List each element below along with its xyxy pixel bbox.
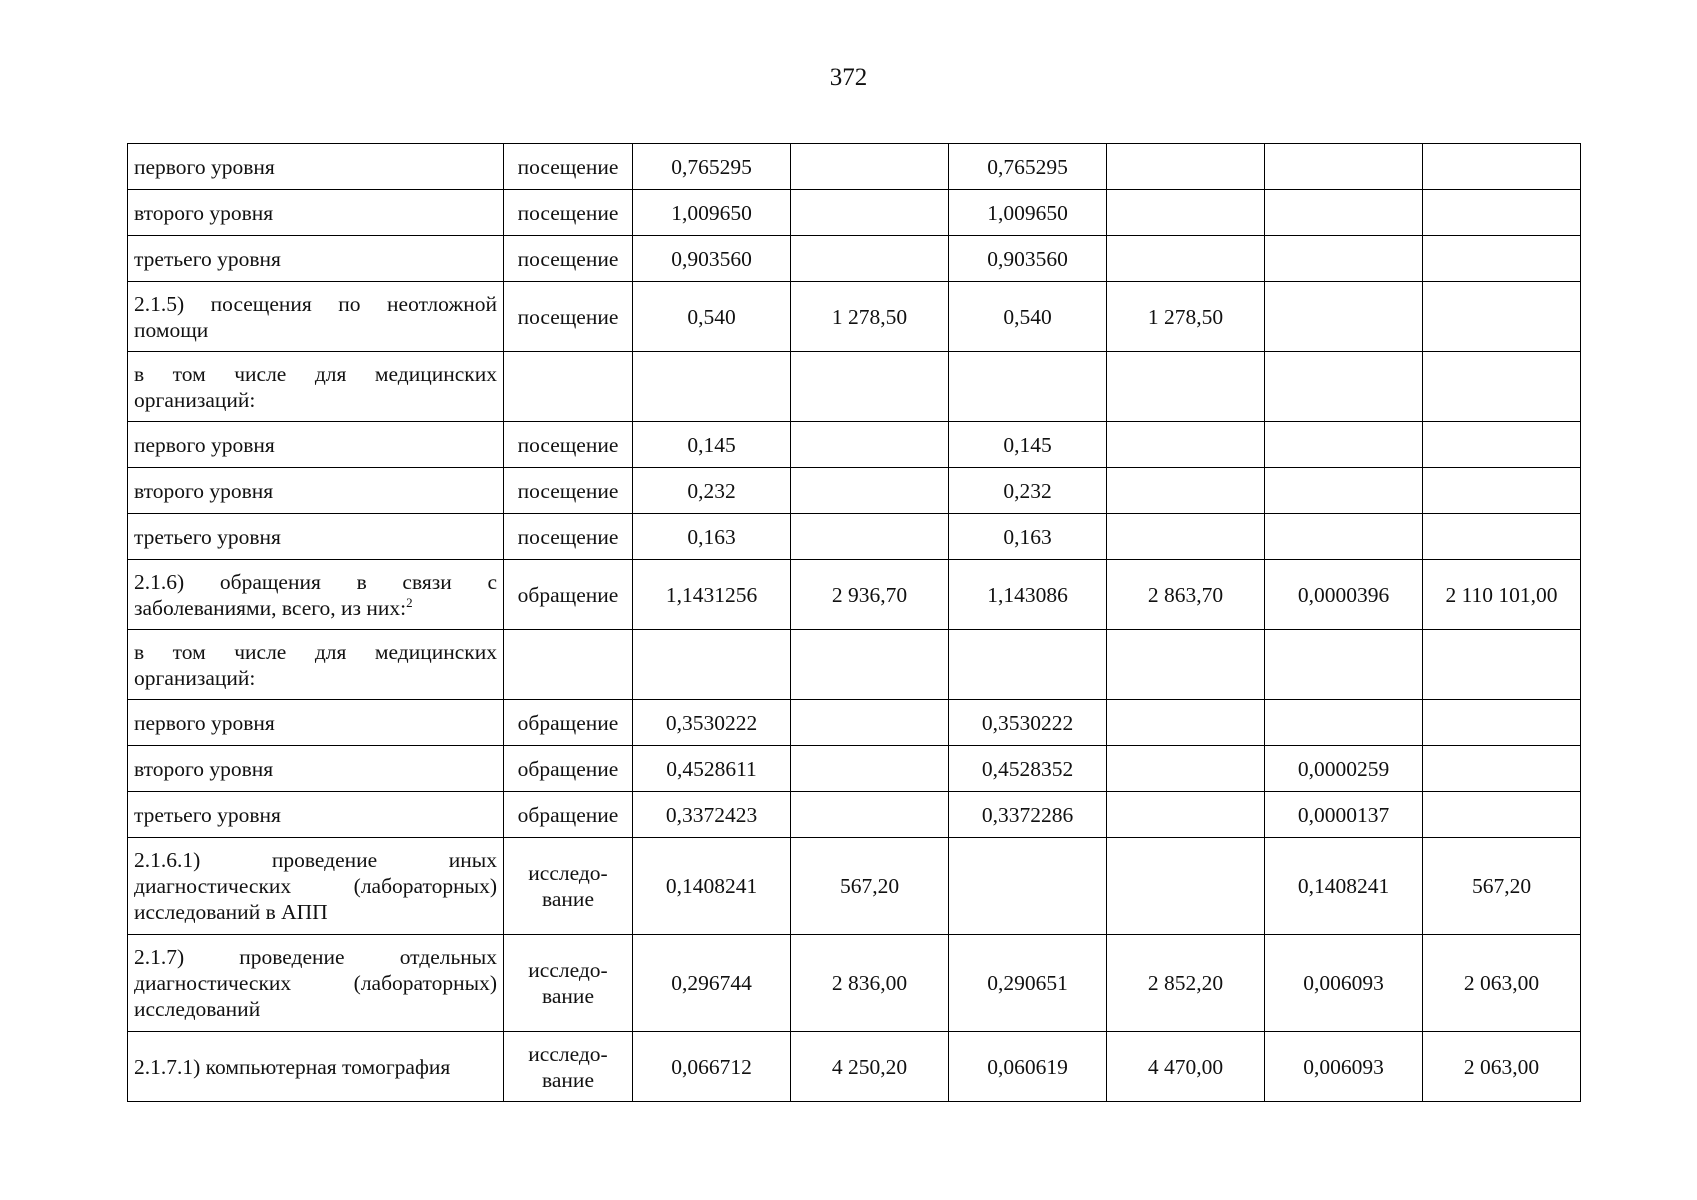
table-row xyxy=(128,935,1581,1032)
value-cell: 2 063,00 xyxy=(1423,935,1581,1032)
value-cell: 1,143086 xyxy=(949,560,1107,630)
table-row xyxy=(128,282,1581,352)
row-unit xyxy=(504,352,633,422)
value-cell xyxy=(1107,236,1265,282)
row-unit: обращение xyxy=(504,792,633,838)
table-row xyxy=(128,560,1581,630)
row-label: в том числе для медицинских организаций: xyxy=(128,630,504,700)
value-cell xyxy=(1107,468,1265,514)
row-unit: посещение xyxy=(504,190,633,236)
row-unit: посещение xyxy=(504,144,633,190)
row-unit: исследо-вание xyxy=(504,935,633,1032)
table-row xyxy=(128,190,1581,236)
row-label: 2.1.7) проведение отдельных диагностических (лабораторных) исследований xyxy=(128,935,504,1032)
row-label: в том числе для медицинских организаций: xyxy=(128,352,504,422)
value-cell: 2 936,70 xyxy=(791,560,949,630)
value-cell xyxy=(791,236,949,282)
value-cell: 0,3372286 xyxy=(949,792,1107,838)
row-unit: обращение xyxy=(504,746,633,792)
value-cell xyxy=(1423,700,1581,746)
table-row xyxy=(128,700,1581,746)
table-row xyxy=(128,468,1581,514)
value-cell: 2 836,00 xyxy=(791,935,949,1032)
row-label: 2.1.6) обращения в связи с заболеваниями, всего, из них:$^2$ xyxy=(128,560,504,630)
value-cell: 0,1408241 xyxy=(1265,838,1423,935)
value-cell xyxy=(1107,352,1265,422)
value-cell: 0,0000259 xyxy=(1265,746,1423,792)
row-unit: обращение xyxy=(504,560,633,630)
value-cell xyxy=(1265,236,1423,282)
value-cell xyxy=(1423,514,1581,560)
value-cell xyxy=(1265,514,1423,560)
value-cell: 1,009650 xyxy=(633,190,791,236)
value-cell: 0,296744 xyxy=(633,935,791,1032)
value-cell: 0,232 xyxy=(949,468,1107,514)
row-label: 2.1.5) посещения по неотложной помощи xyxy=(128,282,504,352)
value-cell: 1,1431256 xyxy=(633,560,791,630)
table-row xyxy=(128,514,1581,560)
value-cell xyxy=(791,352,949,422)
value-cell xyxy=(791,468,949,514)
value-cell xyxy=(1107,422,1265,468)
value-cell: 0,4528611 xyxy=(633,746,791,792)
value-cell xyxy=(1265,144,1423,190)
value-cell xyxy=(1423,422,1581,468)
value-cell: 0,903560 xyxy=(949,236,1107,282)
value-cell xyxy=(1423,144,1581,190)
value-cell: 0,145 xyxy=(633,422,791,468)
value-cell xyxy=(1107,792,1265,838)
table-row xyxy=(128,352,1581,422)
value-cell xyxy=(1107,514,1265,560)
row-unit: посещение xyxy=(504,514,633,560)
value-cell xyxy=(791,514,949,560)
value-cell xyxy=(791,700,949,746)
row-unit: обращение xyxy=(504,700,633,746)
row-label: третьего уровня xyxy=(128,792,504,838)
table-row xyxy=(128,236,1581,282)
value-cell: 0,232 xyxy=(633,468,791,514)
value-cell xyxy=(1107,746,1265,792)
value-cell: 0,3372423 xyxy=(633,792,791,838)
value-cell xyxy=(1423,792,1581,838)
value-cell: 2 063,00 xyxy=(1423,1032,1581,1102)
value-cell: 2 863,70 xyxy=(1107,560,1265,630)
value-cell: 0,3530222 xyxy=(949,700,1107,746)
row-unit: посещение xyxy=(504,236,633,282)
value-cell xyxy=(1265,352,1423,422)
value-cell xyxy=(1265,700,1423,746)
row-label: первого уровня xyxy=(128,700,504,746)
value-cell: 0,1408241 xyxy=(633,838,791,935)
value-cell xyxy=(1265,282,1423,352)
value-cell: 4 250,20 xyxy=(791,1032,949,1102)
row-label: третьего уровня xyxy=(128,514,504,560)
table-body xyxy=(128,144,1581,1102)
table-row xyxy=(128,144,1581,190)
row-label: второго уровня xyxy=(128,746,504,792)
value-cell xyxy=(1265,422,1423,468)
value-cell: 0,0000396 xyxy=(1265,560,1423,630)
value-cell xyxy=(1265,190,1423,236)
table-row xyxy=(128,630,1581,700)
value-cell xyxy=(1107,144,1265,190)
value-cell: 0,4528352 xyxy=(949,746,1107,792)
footnote-marker: 2 xyxy=(406,594,413,610)
value-cell: 1 278,50 xyxy=(1107,282,1265,352)
value-cell xyxy=(949,838,1107,935)
value-cell: 0,163 xyxy=(949,514,1107,560)
value-cell xyxy=(1265,630,1423,700)
value-cell xyxy=(1423,746,1581,792)
value-cell: 0,540 xyxy=(949,282,1107,352)
data-table xyxy=(127,143,1581,1102)
value-cell: 0,060619 xyxy=(949,1032,1107,1102)
row-unit xyxy=(504,630,633,700)
value-cell: 0,3530222 xyxy=(633,700,791,746)
value-cell: 1,009650 xyxy=(949,190,1107,236)
row-label: первого уровня xyxy=(128,422,504,468)
value-cell: 0,290651 xyxy=(949,935,1107,1032)
row-unit: посещение xyxy=(504,468,633,514)
value-cell xyxy=(791,144,949,190)
value-cell xyxy=(1265,468,1423,514)
table-row xyxy=(128,422,1581,468)
value-cell xyxy=(791,746,949,792)
value-cell: 0,006093 xyxy=(1265,935,1423,1032)
value-cell xyxy=(633,630,791,700)
value-cell: 2 110 101,00 xyxy=(1423,560,1581,630)
page-number: 372 xyxy=(829,64,868,91)
row-label: второго уровня xyxy=(128,468,504,514)
value-cell xyxy=(633,352,791,422)
value-cell xyxy=(1423,282,1581,352)
value-cell xyxy=(791,792,949,838)
table-row xyxy=(128,792,1581,838)
value-cell xyxy=(949,352,1107,422)
row-unit: исследо-вание xyxy=(504,1032,633,1102)
value-cell xyxy=(949,630,1107,700)
table-row xyxy=(128,838,1581,935)
value-cell: 0,765295 xyxy=(633,144,791,190)
table-row xyxy=(128,1032,1581,1102)
value-cell xyxy=(1423,468,1581,514)
value-cell: 0,0000137 xyxy=(1265,792,1423,838)
value-cell: 0,066712 xyxy=(633,1032,791,1102)
row-unit: посещение xyxy=(504,422,633,468)
row-label: первого уровня xyxy=(128,144,504,190)
value-cell: 2 852,20 xyxy=(1107,935,1265,1032)
value-cell: 0,903560 xyxy=(633,236,791,282)
value-cell xyxy=(1107,700,1265,746)
value-cell xyxy=(1423,352,1581,422)
row-label: 2.1.6.1) проведение иных диагностических (лабораторных) исследований в АПП xyxy=(128,838,504,935)
value-cell xyxy=(1423,630,1581,700)
value-cell: 4 470,00 xyxy=(1107,1032,1265,1102)
value-cell xyxy=(791,630,949,700)
value-cell: 0,145 xyxy=(949,422,1107,468)
value-cell xyxy=(1423,190,1581,236)
value-cell xyxy=(1107,190,1265,236)
value-cell xyxy=(791,422,949,468)
value-cell xyxy=(1423,236,1581,282)
value-cell: 0,765295 xyxy=(949,144,1107,190)
value-cell: 1 278,50 xyxy=(791,282,949,352)
table-row xyxy=(128,746,1581,792)
value-cell xyxy=(791,190,949,236)
row-label: второго уровня xyxy=(128,190,504,236)
row-label: третьего уровня xyxy=(128,236,504,282)
value-cell: 0,163 xyxy=(633,514,791,560)
row-unit: исследо-вание xyxy=(504,838,633,935)
value-cell: 0,006093 xyxy=(1265,1032,1423,1102)
value-cell xyxy=(1107,838,1265,935)
row-label: 2.1.7.1) компьютерная томография xyxy=(128,1032,504,1102)
value-cell: 567,20 xyxy=(791,838,949,935)
value-cell: 0,540 xyxy=(633,282,791,352)
value-cell: 567,20 xyxy=(1423,838,1581,935)
value-cell xyxy=(1107,630,1265,700)
row-unit: посещение xyxy=(504,282,633,352)
